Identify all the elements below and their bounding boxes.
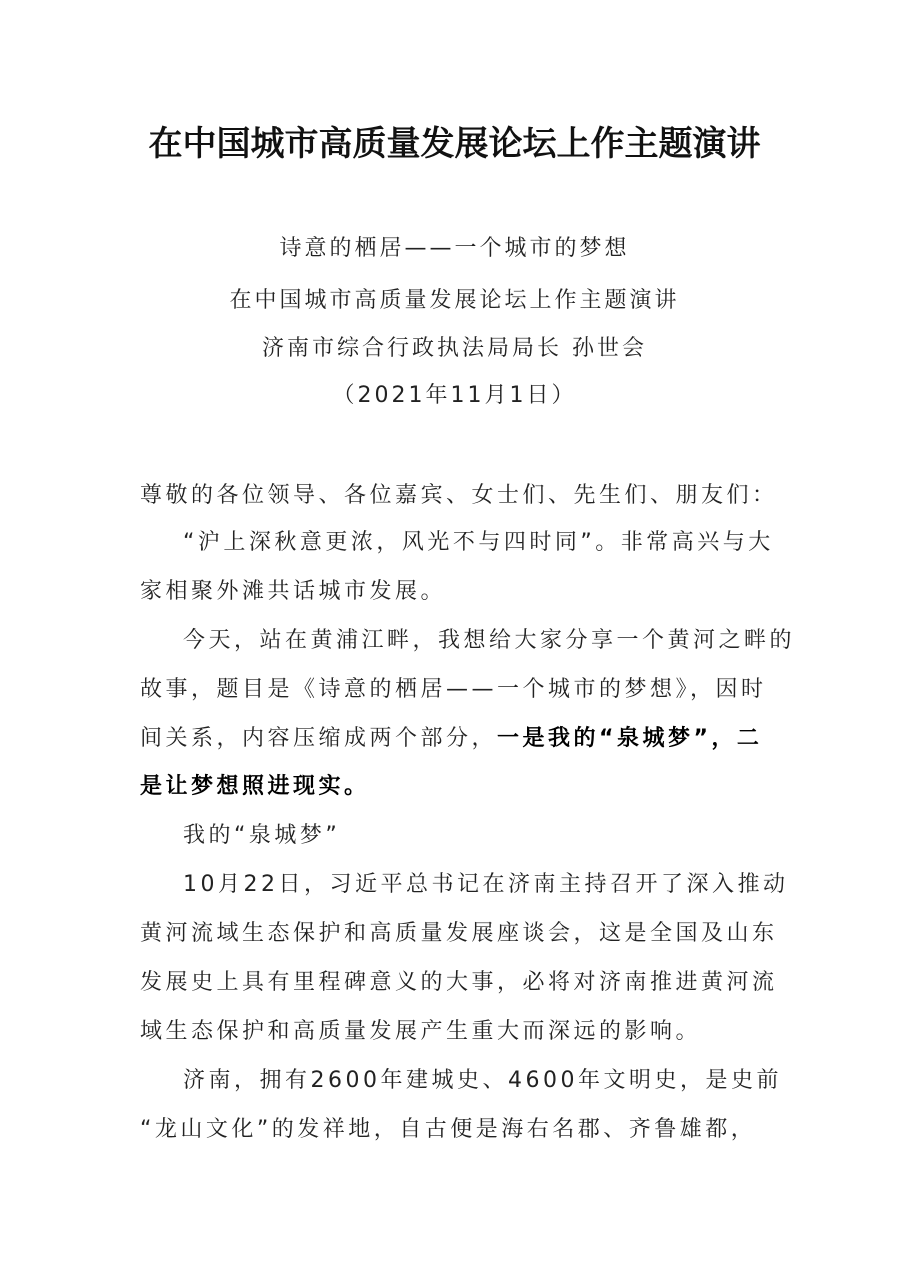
paragraph-line: 发展史上具有里程碑意义的大事，必将对济南推进黄河流 — [140, 970, 778, 995]
emphasis-text: 一是我的“泉城梦”，二 — [497, 726, 763, 751]
speech-date: （2021年11月1日） — [332, 383, 577, 408]
emphasis-line: 是让梦想照进现实。 — [140, 774, 370, 799]
paragraph-line — [140, 721, 780, 752]
speech-occasion: 在中国城市高质量发展论坛上作主题演讲 — [229, 288, 680, 313]
paragraph-line: “龙山文化”的发祥地，自古便是海右名郡、齐鲁雄都， — [140, 1117, 757, 1142]
paragraph-line: 域生态保护和高质量发展产生重大而深远的影响。 — [140, 1019, 702, 1044]
section-heading: 我的“泉城梦” — [183, 823, 341, 848]
paragraph-line: 黄河流域生态保护和高质量发展座谈会，这是全国及山东 — [140, 921, 778, 946]
paragraph-line: “沪上深秋意更浓，风光不与四时同”。非常高兴与大 — [183, 530, 774, 555]
paragraph-line: 济南，拥有2600年建城史、4600年文明史，是史前 — [183, 1068, 782, 1093]
paragraph-line: 故事，题目是《诗意的栖居——一个城市的梦想》，因时 — [140, 677, 767, 702]
paragraph-line: 今天，站在黄浦江畔，我想给大家分享一个黄河之畔的 — [183, 628, 796, 653]
paragraph-text: 间关系，内容压缩成两个部分， — [140, 726, 498, 751]
paragraph-line: 家相聚外滩共话城市发展。 — [140, 579, 447, 604]
salutation: 尊敬的各位领导、各位嘉宾、女士们、先生们、朋友们： — [140, 483, 778, 508]
speech-subtitle: 诗意的栖居——一个城市的梦想 — [279, 236, 630, 261]
paragraph-line: 10月22日，习近平总书记在济南主持召开了深入推动 — [183, 872, 789, 897]
speech-author: 济南市综合行政执法局局长 孙世会 — [262, 336, 647, 361]
document-title: 在中国城市高质量发展论坛上作主题演讲 — [148, 124, 761, 164]
